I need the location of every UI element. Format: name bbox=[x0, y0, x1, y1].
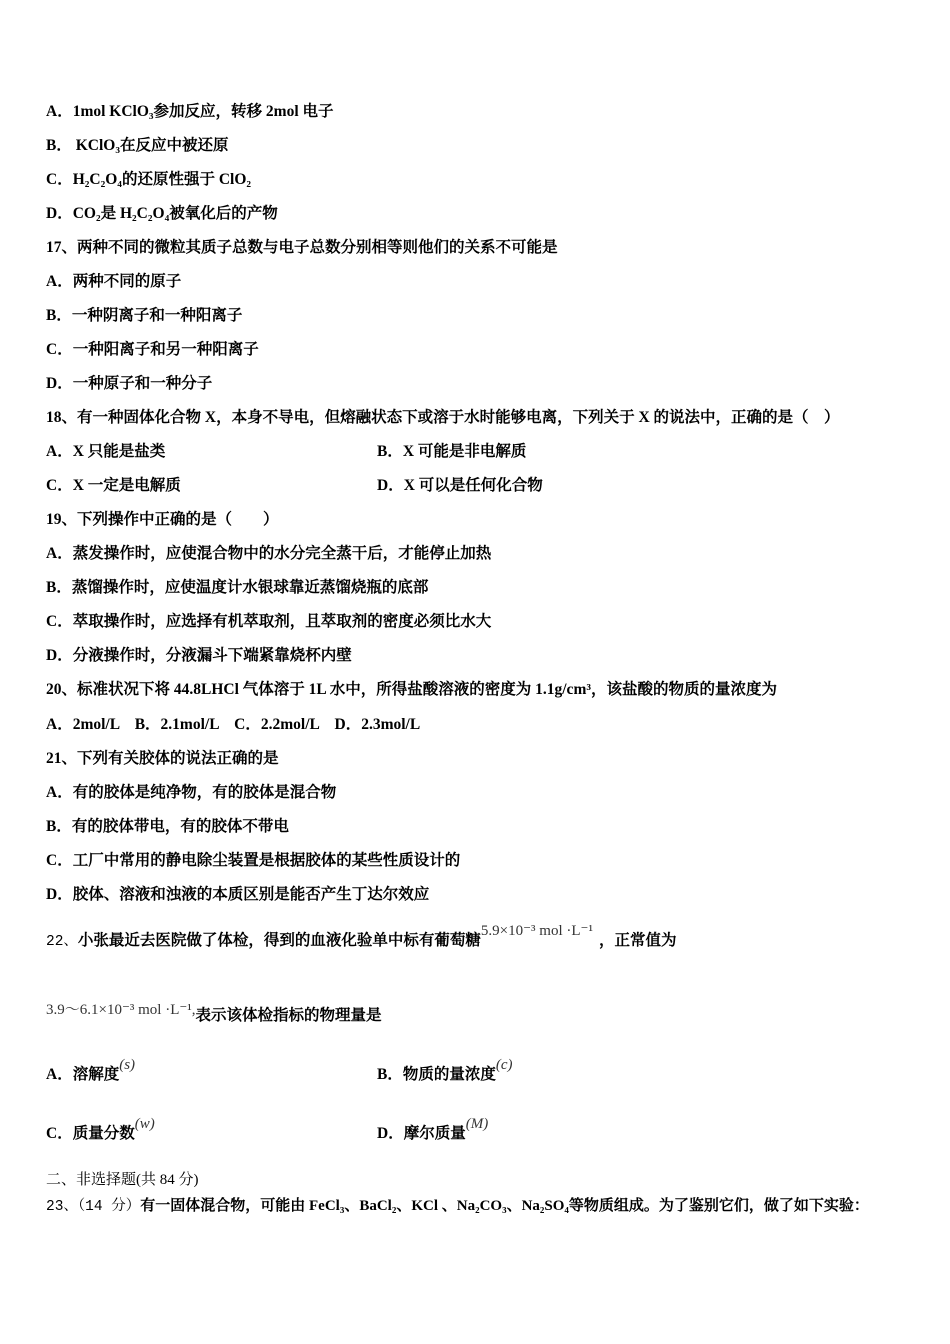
q21-option-d: D．胶体、溶液和浊液的本质区别是能否产生丁达尔效应 bbox=[46, 886, 430, 903]
q21-option-b: B．有的胶体带电，有的胶体不带电 bbox=[46, 818, 289, 835]
q17-option-a: A．两种不同的原子 bbox=[46, 273, 182, 290]
q23-number: 23、（14 分） bbox=[46, 1199, 141, 1215]
q18-option-a: A．X 只能是盐类 bbox=[46, 443, 166, 460]
q22-normal-range: 3.9～6.1×10⁻³ mol ·L⁻¹, bbox=[46, 1002, 196, 1018]
q22-option-a-label: A．溶解度 bbox=[46, 1066, 120, 1083]
q22-number: 22、 bbox=[46, 934, 78, 950]
q22-stem-line2 bbox=[46, 1002, 382, 1026]
q19-option-c: C．萃取操作时，应选择有机萃取剂，且萃取剂的密度必须比水大 bbox=[46, 613, 492, 630]
q21-option-c: C．工厂中常用的静电除尘装置是根据胶体的某些性质设计的 bbox=[46, 852, 461, 869]
q22-option-c-symbol: (w) bbox=[134, 1116, 155, 1132]
q17-option-b: B．一种阴离子和一种阳离子 bbox=[46, 307, 243, 324]
q16-option-d: D．CO₂是 H₂C₂O₄被氧化后的产物 bbox=[46, 205, 278, 222]
q16-option-b: B． KClO₃在反应中被还原 bbox=[46, 137, 229, 154]
q20-options: A．2mol/L B．2.1mol/L C．2.2mol/L D．2.3mol/L bbox=[46, 716, 421, 733]
q22-option-d-label: D．摩尔质量 bbox=[377, 1125, 466, 1142]
q18-stem: 18、有一种固体化合物 X，本身不导电，但熔融状态下或溶于水时能够电离，下列关于 X 的说法中，正确的是（ ） bbox=[46, 409, 840, 426]
q19-option-d: D．分液操作时，分液漏斗下端紧靠烧杯内壁 bbox=[46, 647, 352, 664]
q22-option-c-label: C．质量分数 bbox=[46, 1125, 135, 1142]
q22-stem-part1: 小张最近去医院做了体检，得到的血液化验单中标有葡萄糖 bbox=[77, 932, 481, 949]
q19-option-b: B．蒸馏操作时，应使温度计水银球靠近蒸馏烧瓶的底部 bbox=[46, 579, 429, 596]
q21-option-a: A．有的胶体是纯净物，有的胶体是混合物 bbox=[46, 784, 337, 801]
q22-option-b-label: B．物质的量浓度 bbox=[377, 1066, 496, 1083]
q16-option-c: C．H₂C₂O₄的还原性强于 ClO₂ bbox=[46, 171, 252, 188]
q23-stem-text: 有一固体混合物，可能由 FeCl₃、BaCl₂、KCl 、Na₂CO₃、Na₂SO₄等物质组成。为了鉴别它们，做了如下实验： bbox=[140, 1198, 869, 1214]
q18-option-d: D．X 可以是任何化合物 bbox=[377, 477, 543, 494]
q16-option-a: A．1mol KClO₃参加反应，转移 2mol 电子 bbox=[46, 103, 334, 120]
q20-stem: 20、标准状况下将 44.8LHCl 气体溶于 1L 水中，所得盐酸溶液的密度为 1.1g/cm³，该盐酸的物质的量浓度为 bbox=[46, 681, 778, 698]
q22-option-d-symbol: (M) bbox=[465, 1116, 489, 1132]
q18-option-b: B．X 可能是非电解质 bbox=[377, 443, 527, 460]
q22-option-c bbox=[46, 1116, 155, 1144]
q22-option-b bbox=[377, 1057, 513, 1085]
section-heading: 二、非选择题(共 84 分) bbox=[46, 1172, 199, 1188]
q22-stem-part2: ，正常值为 bbox=[598, 932, 677, 949]
q22-glucose-value: 5.9×10⁻³ mol ·L⁻¹ bbox=[480, 923, 593, 939]
q17-option-d: D．一种原子和一种分子 bbox=[46, 375, 213, 392]
q22-option-a bbox=[46, 1057, 136, 1085]
q22-option-a-symbol: (s) bbox=[119, 1057, 136, 1073]
q17-stem: 17、两种不同的微粒其质子总数与电子总数分别相等则他们的关系不可能是 bbox=[46, 239, 558, 256]
q17-option-c: C．一种阳离子和另一种阳离子 bbox=[46, 341, 259, 358]
q19-option-a: A．蒸发操作时，应使混合物中的水分完全蒸干后，才能停止加热 bbox=[46, 545, 492, 562]
q18-option-c: C．X 一定是电解质 bbox=[46, 477, 181, 494]
q21-stem: 21、下列有关胶体的说法正确的是 bbox=[46, 750, 279, 767]
q22-option-d bbox=[377, 1116, 489, 1144]
q22-stem-line1 bbox=[46, 923, 677, 952]
q22-stem-part3: 表示该体检指标的物理量是 bbox=[195, 1007, 382, 1024]
q23-stem bbox=[46, 1196, 869, 1217]
q22-option-b-symbol: (c) bbox=[495, 1057, 513, 1073]
q19-stem: 19、下列操作中正确的是（ ） bbox=[46, 511, 279, 528]
